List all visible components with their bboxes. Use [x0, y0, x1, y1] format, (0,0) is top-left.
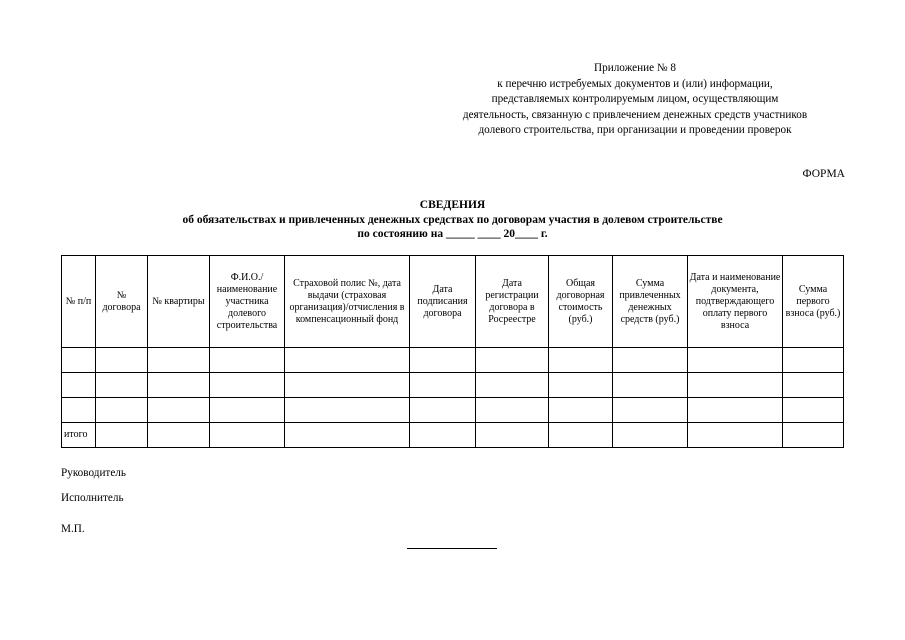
appendix-number: Приложение № 8 — [594, 62, 676, 74]
table-cell — [62, 373, 96, 398]
table-cell — [476, 423, 549, 448]
table-cell — [476, 373, 549, 398]
header-cell-apartment-number: № квартиры — [148, 256, 210, 348]
table-cell — [62, 348, 96, 373]
appendix-line: представляемых контролируемым лицом, осуществляющим — [491, 93, 779, 106]
table-cell — [210, 373, 285, 398]
appendix-block — [430, 61, 840, 139]
table-cell — [476, 348, 549, 373]
table-cell — [285, 398, 410, 423]
table-cell — [688, 348, 783, 373]
document-heading — [0, 198, 905, 242]
table-cell — [148, 423, 210, 448]
table-cell — [613, 373, 688, 398]
header-cell-contract-number: № договора — [96, 256, 148, 348]
table-cell — [410, 348, 476, 373]
total-row — [62, 423, 844, 448]
table-cell — [549, 373, 613, 398]
document-title: СВЕДЕНИЯ — [419, 199, 486, 211]
seal-label: М.П. — [61, 523, 85, 535]
header-cell-insurance-policy: Страховой полис №, дата выдачи (страховая организация)/отчисления в компенсационный фонд — [285, 256, 410, 348]
table-cell — [96, 373, 148, 398]
table-cell — [688, 398, 783, 423]
table-header-row — [62, 256, 844, 348]
appendix-line: к перечню истребуемых документов и (или) информации, — [497, 77, 773, 90]
table-cell — [210, 348, 285, 373]
table-cell — [96, 398, 148, 423]
table-cell — [410, 423, 476, 448]
signature-head-label: Руководитель — [61, 467, 126, 479]
header-cell-participant-name: Ф.И.О./ наименование участника долевого строительства — [210, 256, 285, 348]
table-cell — [783, 398, 844, 423]
table-cell — [783, 373, 844, 398]
table-row — [62, 348, 844, 373]
table-row — [62, 398, 844, 423]
table-cell — [783, 423, 844, 448]
table-cell — [410, 373, 476, 398]
date-line: по состоянию на _____ ____ 20____ г. — [357, 228, 548, 241]
table-cell — [285, 423, 410, 448]
table-cell — [210, 398, 285, 423]
footnote-separator-line — [407, 548, 497, 549]
table-cell — [62, 398, 96, 423]
table-cell — [410, 398, 476, 423]
table-cell — [96, 348, 148, 373]
appendix-line: долевого строительства, при организации и проведении проверок — [478, 124, 792, 137]
document-subtitle: об обязательствах и привлеченных денежных средствах по договорам участия в долевом строительстве — [182, 213, 723, 226]
table-cell — [783, 348, 844, 373]
table-cell — [148, 373, 210, 398]
form-label: ФОРМА — [802, 168, 845, 180]
header-cell-total-cost: Общая договорная стоимость (руб.) — [549, 256, 613, 348]
header-cell-raised-funds: Сумма привлеченных денежных средств (руб.) — [613, 256, 688, 348]
table-cell — [476, 398, 549, 423]
table-cell — [210, 423, 285, 448]
table-row — [62, 373, 844, 398]
table-cell — [613, 398, 688, 423]
header-cell-row-number: № п/п — [62, 256, 96, 348]
table-cell — [148, 348, 210, 373]
appendix-line: деятельность, связанную с привлечением денежных средств участников — [462, 108, 808, 121]
header-cell-payment-document: Дата и наименование документа, подтверждающего оплату первого взноса — [688, 256, 783, 348]
table-cell — [148, 398, 210, 423]
header-cell-first-payment: Сумма первого взноса (руб.) — [783, 256, 844, 348]
table-cell — [549, 398, 613, 423]
table-cell — [96, 423, 148, 448]
table-cell — [613, 423, 688, 448]
header-cell-registration-date: Дата регистрации договора в Росреестре — [476, 256, 549, 348]
signature-executor-label: Исполнитель — [61, 492, 124, 504]
table-cell — [688, 373, 783, 398]
table-cell — [549, 348, 613, 373]
obligations-table — [61, 255, 844, 448]
table-cell — [285, 348, 410, 373]
table-cell — [285, 373, 410, 398]
header-cell-signing-date: Дата подписания договора — [410, 256, 476, 348]
table-cell — [613, 348, 688, 373]
table-cell — [688, 423, 783, 448]
table-cell — [549, 423, 613, 448]
total-label: итого — [62, 423, 96, 448]
